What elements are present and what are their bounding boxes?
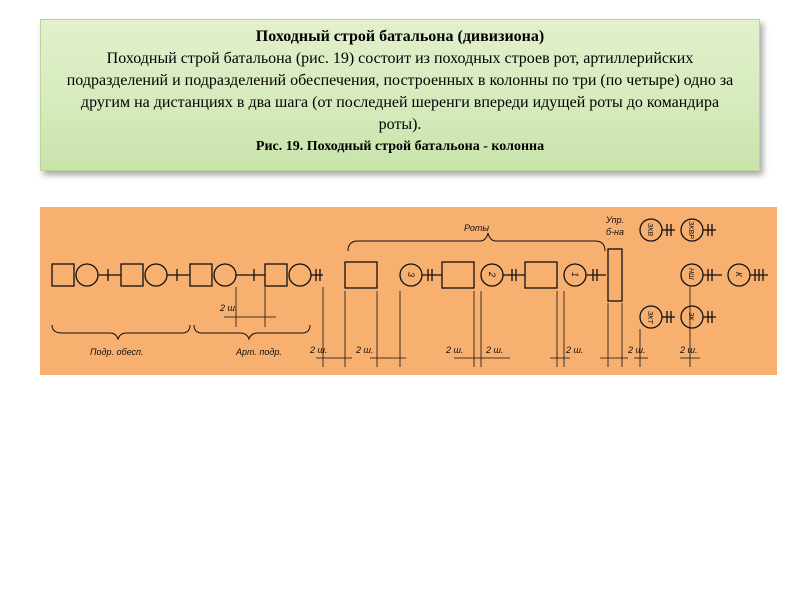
artillery-unit-1 <box>214 264 236 286</box>
commander-zk-label: ЗК <box>687 312 694 321</box>
figure-caption: Рис. 19. Походный строй батальона - колонна <box>255 139 545 154</box>
company-3-number: 3 <box>406 272 416 278</box>
support-unit-2 <box>145 264 167 286</box>
label-hq-line1: Упр. <box>606 215 625 225</box>
commander-zkt-label: ЗКТ <box>646 311 653 324</box>
distance-label: 2 ш. <box>356 345 374 355</box>
march-formation-diagram <box>40 207 777 375</box>
company-2-column <box>442 262 474 288</box>
description-panel <box>40 19 760 171</box>
artillery-unit-2 <box>289 264 311 286</box>
distance-label: 2 ш. <box>220 303 238 313</box>
support-unit-1 <box>76 264 98 286</box>
distance-label: 2 ш. <box>680 345 698 355</box>
company-1-number: 1 <box>570 272 580 278</box>
distance-label: 2 ш. <box>310 345 328 355</box>
company-3-column <box>345 262 377 288</box>
label-support: Подр. обесп. <box>90 347 144 357</box>
commander-zkvr-label: ЗКВР <box>687 221 694 239</box>
label-artillery: Арт. подр. <box>236 347 282 357</box>
slide-title: Походный строй батальона (дивизиона) <box>255 28 545 45</box>
battalion-hq-column <box>608 249 622 301</box>
distance-label: 2 ш. <box>486 345 504 355</box>
distance-label: 2 ш. <box>446 345 464 355</box>
companies-bracket <box>348 233 605 251</box>
label-hq-line2: б-на <box>606 227 625 237</box>
artillery-bracket <box>194 325 310 339</box>
artillery-vehicle-1 <box>190 264 212 286</box>
diagram-canvas <box>40 207 777 375</box>
distance-label: 2 ш. <box>628 345 646 355</box>
commander-zkv-label: ЗКВ <box>646 223 653 237</box>
commander-nsh-label: НШ <box>687 268 694 280</box>
label-companies: Роты <box>464 223 490 233</box>
slide-body-text: Походный строй батальона (рис. 19) состоит из походных строев рот, артиллерийских подразделений и подразделений обеспечения, построенных в колонны по три (по четыре) одно за другим на дистанциях в два шага (от последней шеренги впереди идущей роты до командира роты). <box>66 50 734 133</box>
support-vehicle-1 <box>52 264 74 286</box>
support-bracket <box>52 325 190 339</box>
artillery-vehicle-2 <box>265 264 287 286</box>
company-1-column <box>525 262 557 288</box>
distance-label: 2 ш. <box>566 345 584 355</box>
company-2-number: 2 <box>487 272 497 278</box>
commander-k-label: К <box>734 272 743 277</box>
support-vehicle-2 <box>121 264 143 286</box>
